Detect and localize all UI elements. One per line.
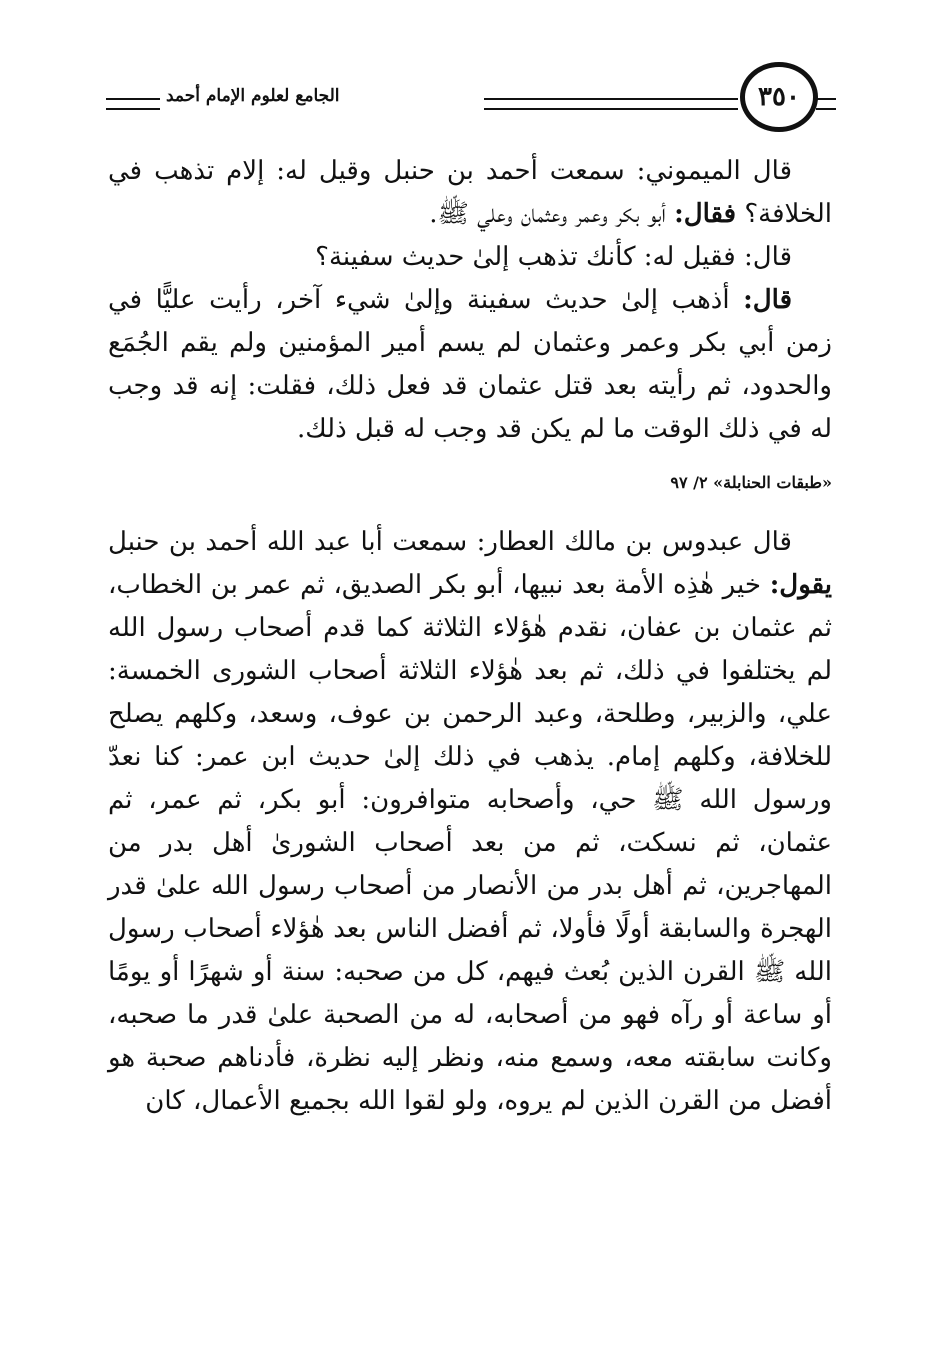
paragraph-text: قال الميموني: سمعت أحمد بن حنبل وقيل له: إلام تذهب في الخلافة؟ <box>108 156 832 229</box>
paragraph-safina-question <box>108 236 832 279</box>
page-content <box>108 150 832 1123</box>
source-citation: «طبقات الحنابلة» ٢/ ٩٧ <box>670 473 832 492</box>
page-header <box>96 62 836 142</box>
paragraph-bold-lead: فقال: <box>674 199 737 229</box>
paragraph-maymuni <box>108 150 832 236</box>
paragraph-bold-lead: يقول: <box>769 570 833 600</box>
paragraph-text: خير هٰذِه الأمة بعد نبيها، أبو بكر الصديق، ثم عمر بن الخطاب، ثم عثمان بن عفان، نقدم هٰؤلاء الثلاثة كما قدم أصحاب رسول الله لم يختلفوا في ذلك، ثم بعد هٰؤلاء الثلاثة أصحاب الشورى الخمسة: علي، والزبير، وطلحة، وعبد الرحمن بن عوف، وسعد، وكلهم يصلح للخلافة، وكلهم إمام. يذهب في ذلك إلىٰ حديث ابن عمر: كنا نعدّ ورسول الله ﷺ حي، وأصحابه متوافرون: أبو بكر، ثم عمر، ثم عثمان، ثم نسكت، ثم من بعد أصحاب الشورىٰ أهل بدر من المهاجرين، ثم أهل بدر من الأنصار من أصحاب رسول الله علىٰ قدر الهجرة والسابقة أولًا فأولا، ثم أفضل الناس بعد هٰؤلاء أصحاب رسول الله ﷺ القرن الذين بُعث فيهم، كل من صحبه: سنة أو شهرًا أو يومًا أو ساعة أو رآه فهو من أصحابه، له من الصحبة علىٰ قدر ما صحبه، وكانت سابقته معه، وسمع منه، ونظر إليه نظرة، فأدناهم صحبة هو أفضل من القرن الذين لم يروه، ولو لقوا الله بجميع الأعمال، كان <box>108 570 832 1116</box>
paragraph-text: أذهب إلىٰ حديث سفينة وإلىٰ شيء آخر، رأيت عليًّا في زمن أبي بكر وعمر وعثمان لم يسم أمير المؤمنين ولم يقم الجُمَع والحدود، ثم رأيته بعد قتل عثمان قد فعل ذلك، فقلت: إنه قد وجب له في ذلك الوقت ما لم يكن قد وجب له قبل ذلك. <box>108 285 832 444</box>
paragraph-text: قال: فقيل له: كأنك تذهب إلىٰ حديث سفينة؟ <box>315 242 792 272</box>
running-title: الجامع لعلوم الإمام أحمد <box>166 86 340 106</box>
header-rule-left <box>106 98 160 110</box>
page-number-badge: ٣٥٠ <box>740 62 818 132</box>
paragraph-text: قال عبدوس بن مالك العطار: سمعت أبا عبد الله أحمد بن حنبل <box>108 527 792 557</box>
paragraph-text: أبو بكر وعمر وعثمان وعلي ﷺ. <box>429 199 666 229</box>
paragraph-bold-lead: قال: <box>743 285 792 315</box>
header-rule-middle <box>484 98 738 110</box>
header-rule-right <box>816 98 836 110</box>
paragraph-safina-answer <box>108 279 832 451</box>
paragraph-abdus <box>108 521 832 1123</box>
